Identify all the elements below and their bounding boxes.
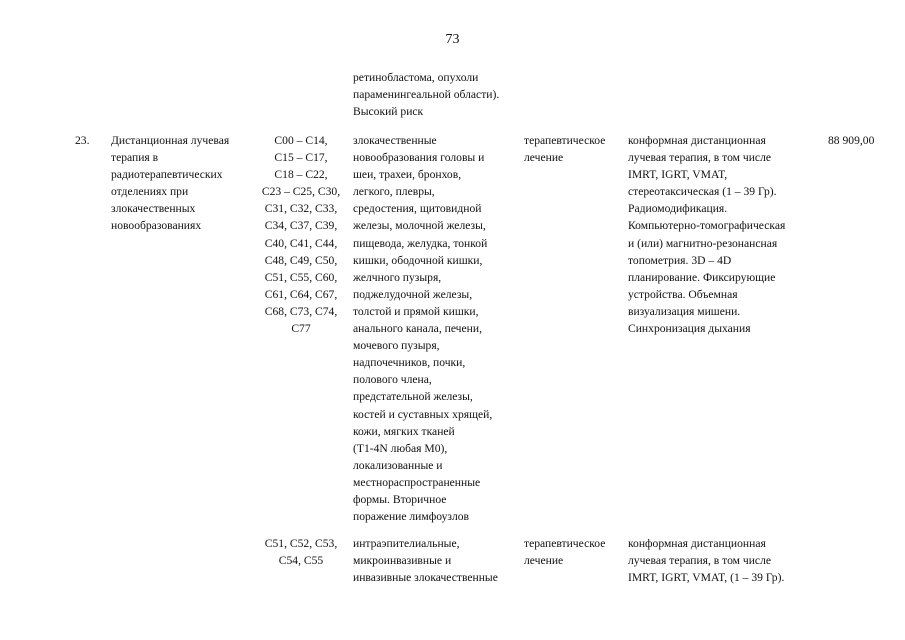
diagnosis-cell: интраэпителиальные, микроинвазивные и инвазивные злокачественные <box>353 537 498 585</box>
price-cell: 88 909,00 <box>828 134 875 147</box>
service-name-cell: Дистанционная лучевая терапия в радиотерапевтических отделениях при злокачественных новообразованиях <box>111 134 230 233</box>
treatment-type-cell: терапевтическое лечение <box>524 537 606 568</box>
treatment-method-cell: конформная дистанционная лучевая терапия, в том числе IMRT, IGRT, VMAT, (1 – 39 Гр). <box>628 537 785 585</box>
continuation-diagnosis-cell: ретинобластома, опухоли параменингеальной области). Высокий риск <box>353 71 500 119</box>
icd-codes-cell: С51, С52, С53, С54, С55 <box>264 537 338 568</box>
treatment-type-cell: терапевтическое лечение <box>524 134 606 165</box>
treatment-method-cell: конформная дистанционная лучевая терапия, в том числе IMRT, IGRT, VMAT, стереотаксическая (1 – 39 Гр). Радиомодификация. Компьютерно-томографическая и (или) магнитно-резонансная топометрия. 3D – 4D планирование. Фиксирующие устройства. Объемная визуализация мишени. Синхронизация дыхания <box>628 134 786 336</box>
row-number-cell: 23. <box>75 134 90 147</box>
diagnosis-cell: злокачественные новообразования головы и шеи, трахеи, бронхов, легкого, плевры, средостения, щитовидной железы, молочной железы, пищевода, желудка, тонкой кишки, ободочной кишки, желчного пузыря, поджелудочной железы, толстой и прямой кишки, анального канала, печени, мочевого пузыря, надпочечников, почки, полового члена, предстательной железы, костей и суставных хрящей, кожи, мягких тканей (Т1-4N любая М0), локализованные и местнораспространенные формы. Вторичное поражение лимфоузлов <box>353 134 493 524</box>
icd-codes-cell: С00 – С14, С15 – С17, С18 – С22, С23 – С25, С30, С31, С32, С33, С34, С37, С39, С40, С41, С44, С48, С49, С50, С51, С55, С60, С61, С64, С67, С68, С73, С74, С77 <box>261 134 341 336</box>
page-number: 73 <box>445 32 460 47</box>
